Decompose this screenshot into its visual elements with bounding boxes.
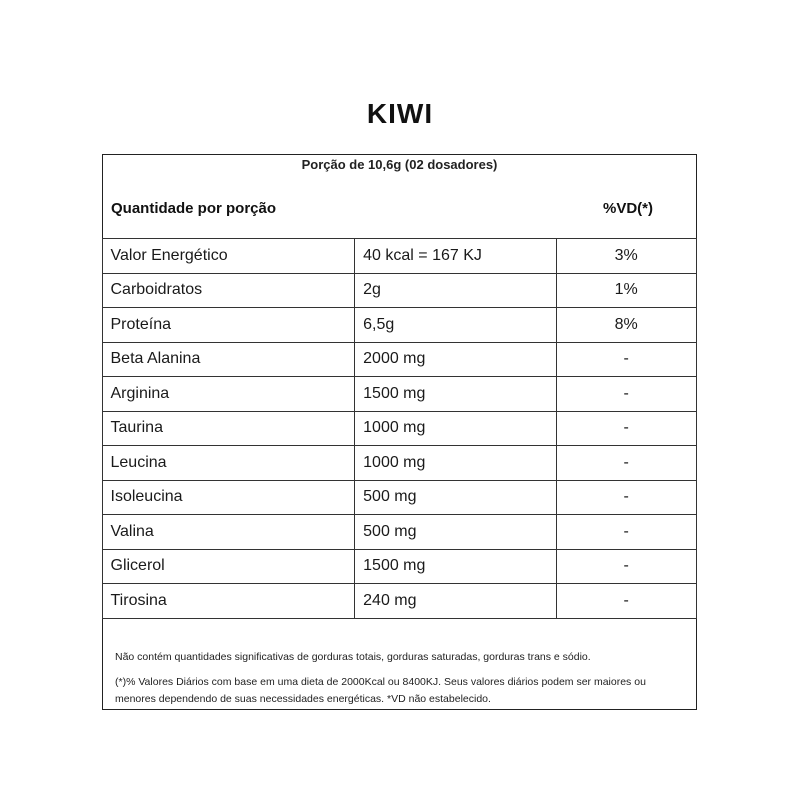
nutrient-amount: 40 kcal = 167 KJ [355, 239, 557, 274]
nutrition-facts-panel [102, 154, 697, 710]
nutrient-name: Valor Energético [102, 239, 355, 274]
nutrient-daily-value: - [556, 377, 696, 412]
table-row [102, 377, 696, 412]
nutrient-name: Valina [102, 515, 355, 550]
nutrient-daily-value: - [556, 515, 696, 550]
table-header [103, 192, 696, 222]
quantity-header: Quantidade por porção [111, 200, 277, 217]
nutrient-name: Leucina [102, 446, 355, 481]
table-row [102, 308, 696, 343]
nutrient-name: Isoleucina [102, 480, 355, 515]
nutrient-daily-value: - [556, 411, 696, 446]
nutrient-name: Glicerol [102, 549, 355, 584]
nutrient-amount: 6,5g [355, 308, 557, 343]
table-row [102, 239, 696, 274]
nutrient-amount: 1000 mg [355, 411, 557, 446]
nutrient-daily-value: - [556, 549, 696, 584]
nutrient-amount: 1500 mg [355, 549, 557, 584]
nutrient-name: Taurina [102, 411, 355, 446]
nutrient-amount: 1000 mg [355, 446, 557, 481]
nutrient-amount: 2g [355, 273, 557, 308]
table-row [102, 515, 696, 550]
nutrient-name: Carboidratos [102, 273, 355, 308]
portion-size: Porção de 10,6g (02 dosadores) [301, 157, 498, 172]
nutrient-daily-value: 8% [556, 308, 696, 343]
nutrient-amount: 240 mg [355, 584, 557, 619]
nutrient-daily-value: - [556, 446, 696, 481]
table-row [102, 549, 696, 584]
table-row [102, 480, 696, 515]
nutrient-name: Proteína [102, 308, 355, 343]
nutrition-table [102, 238, 697, 619]
nutrient-name: Beta Alanina [102, 342, 355, 377]
table-row [102, 446, 696, 481]
insignificant-note: Não contém quantidades significativas de gorduras totais, gorduras saturadas, gorduras trans e sódio. [115, 651, 591, 663]
table-row [102, 584, 696, 619]
nutrient-daily-value: - [556, 584, 696, 619]
nutrient-name: Tirosina [102, 584, 355, 619]
nutrient-amount: 500 mg [355, 515, 557, 550]
table-row [102, 273, 696, 308]
daily-values-note: (*)% Valores Diários com base em uma dieta de 2000Kcal ou 8400KJ. Seus valores diários podem ser maiores ou menores dependendo de suas necessidades energéticas. *VD não estabelecido. [115, 676, 646, 705]
nutrient-amount: 2000 mg [355, 342, 557, 377]
table-row [102, 411, 696, 446]
nutrient-daily-value: - [556, 342, 696, 377]
nutrient-daily-value: 1% [556, 273, 696, 308]
nutrient-amount: 1500 mg [355, 377, 557, 412]
daily-value-header: %VD(*) [602, 200, 653, 217]
nutrient-name: Arginina [102, 377, 355, 412]
product-title: KIWI [366, 98, 434, 129]
nutrient-amount: 500 mg [355, 480, 557, 515]
nutrient-daily-value: 3% [556, 239, 696, 274]
nutrient-daily-value: - [556, 480, 696, 515]
table-row [102, 342, 696, 377]
